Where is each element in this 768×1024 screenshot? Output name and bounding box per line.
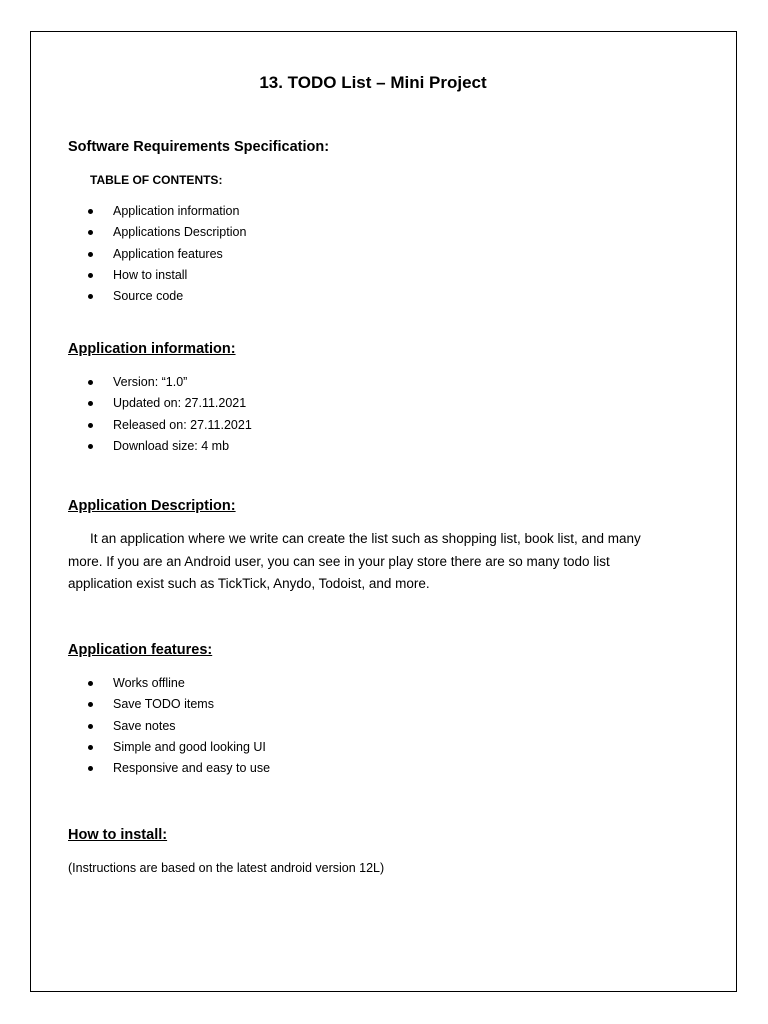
app-info-heading: Application information: — [68, 341, 236, 357]
bullet-icon — [88, 423, 93, 428]
feature-item: Save notes — [88, 716, 588, 737]
app-features-heading: Application features: — [68, 642, 213, 658]
app-description-text: It an application where we write can create the list such as shopping list, book list, and many more. If you are an Android user, you can see in your play store there are so many todo list application exist such as TickTick, Anydo, Todoist, and more. — [68, 531, 641, 591]
bullet-icon — [88, 681, 93, 686]
app-info-item: Download size: 4 mb — [88, 436, 588, 457]
app-info-item: Released on: 27.11.2021 — [88, 415, 588, 436]
toc-item: Applications Description — [88, 222, 588, 243]
app-info-item: Updated on: 27.11.2021 — [88, 393, 588, 414]
app-description-heading: Application Description: — [68, 498, 236, 514]
feature-item: Save TODO items — [88, 694, 588, 715]
toc-label: TABLE OF CONTENTS: — [90, 173, 223, 187]
toc-item: Source code — [88, 286, 588, 307]
feature-item: Responsive and easy to use — [88, 758, 588, 779]
feature-item: Works offline — [88, 673, 588, 694]
install-note: (Instructions are based on the latest android version 12L) — [68, 861, 385, 875]
srs-heading: Software Requirements Specification: — [68, 139, 330, 155]
bullet-icon — [88, 702, 93, 707]
bullet-icon — [88, 724, 93, 729]
bullet-icon — [88, 766, 93, 771]
bullet-icon — [88, 401, 93, 406]
toc-list — [88, 201, 588, 307]
app-info-item: Version: “1.0” — [88, 372, 588, 393]
bullet-icon — [88, 444, 93, 449]
bullet-icon — [88, 230, 93, 235]
bullet-icon — [88, 380, 93, 385]
app-info-list — [88, 372, 588, 457]
feature-item: Simple and good looking UI — [88, 737, 588, 758]
how-to-install-heading: How to install: — [68, 827, 168, 843]
bullet-icon — [88, 294, 93, 299]
toc-item: Application information — [88, 201, 588, 222]
app-features-list — [88, 673, 588, 779]
bullet-icon — [88, 273, 93, 278]
toc-item: Application features — [88, 244, 588, 265]
document-title: 13. TODO List – Mini Project — [259, 73, 487, 92]
bullet-icon — [88, 209, 93, 214]
toc-item: How to install — [88, 265, 588, 286]
bullet-icon — [88, 745, 93, 750]
bullet-icon — [88, 252, 93, 257]
